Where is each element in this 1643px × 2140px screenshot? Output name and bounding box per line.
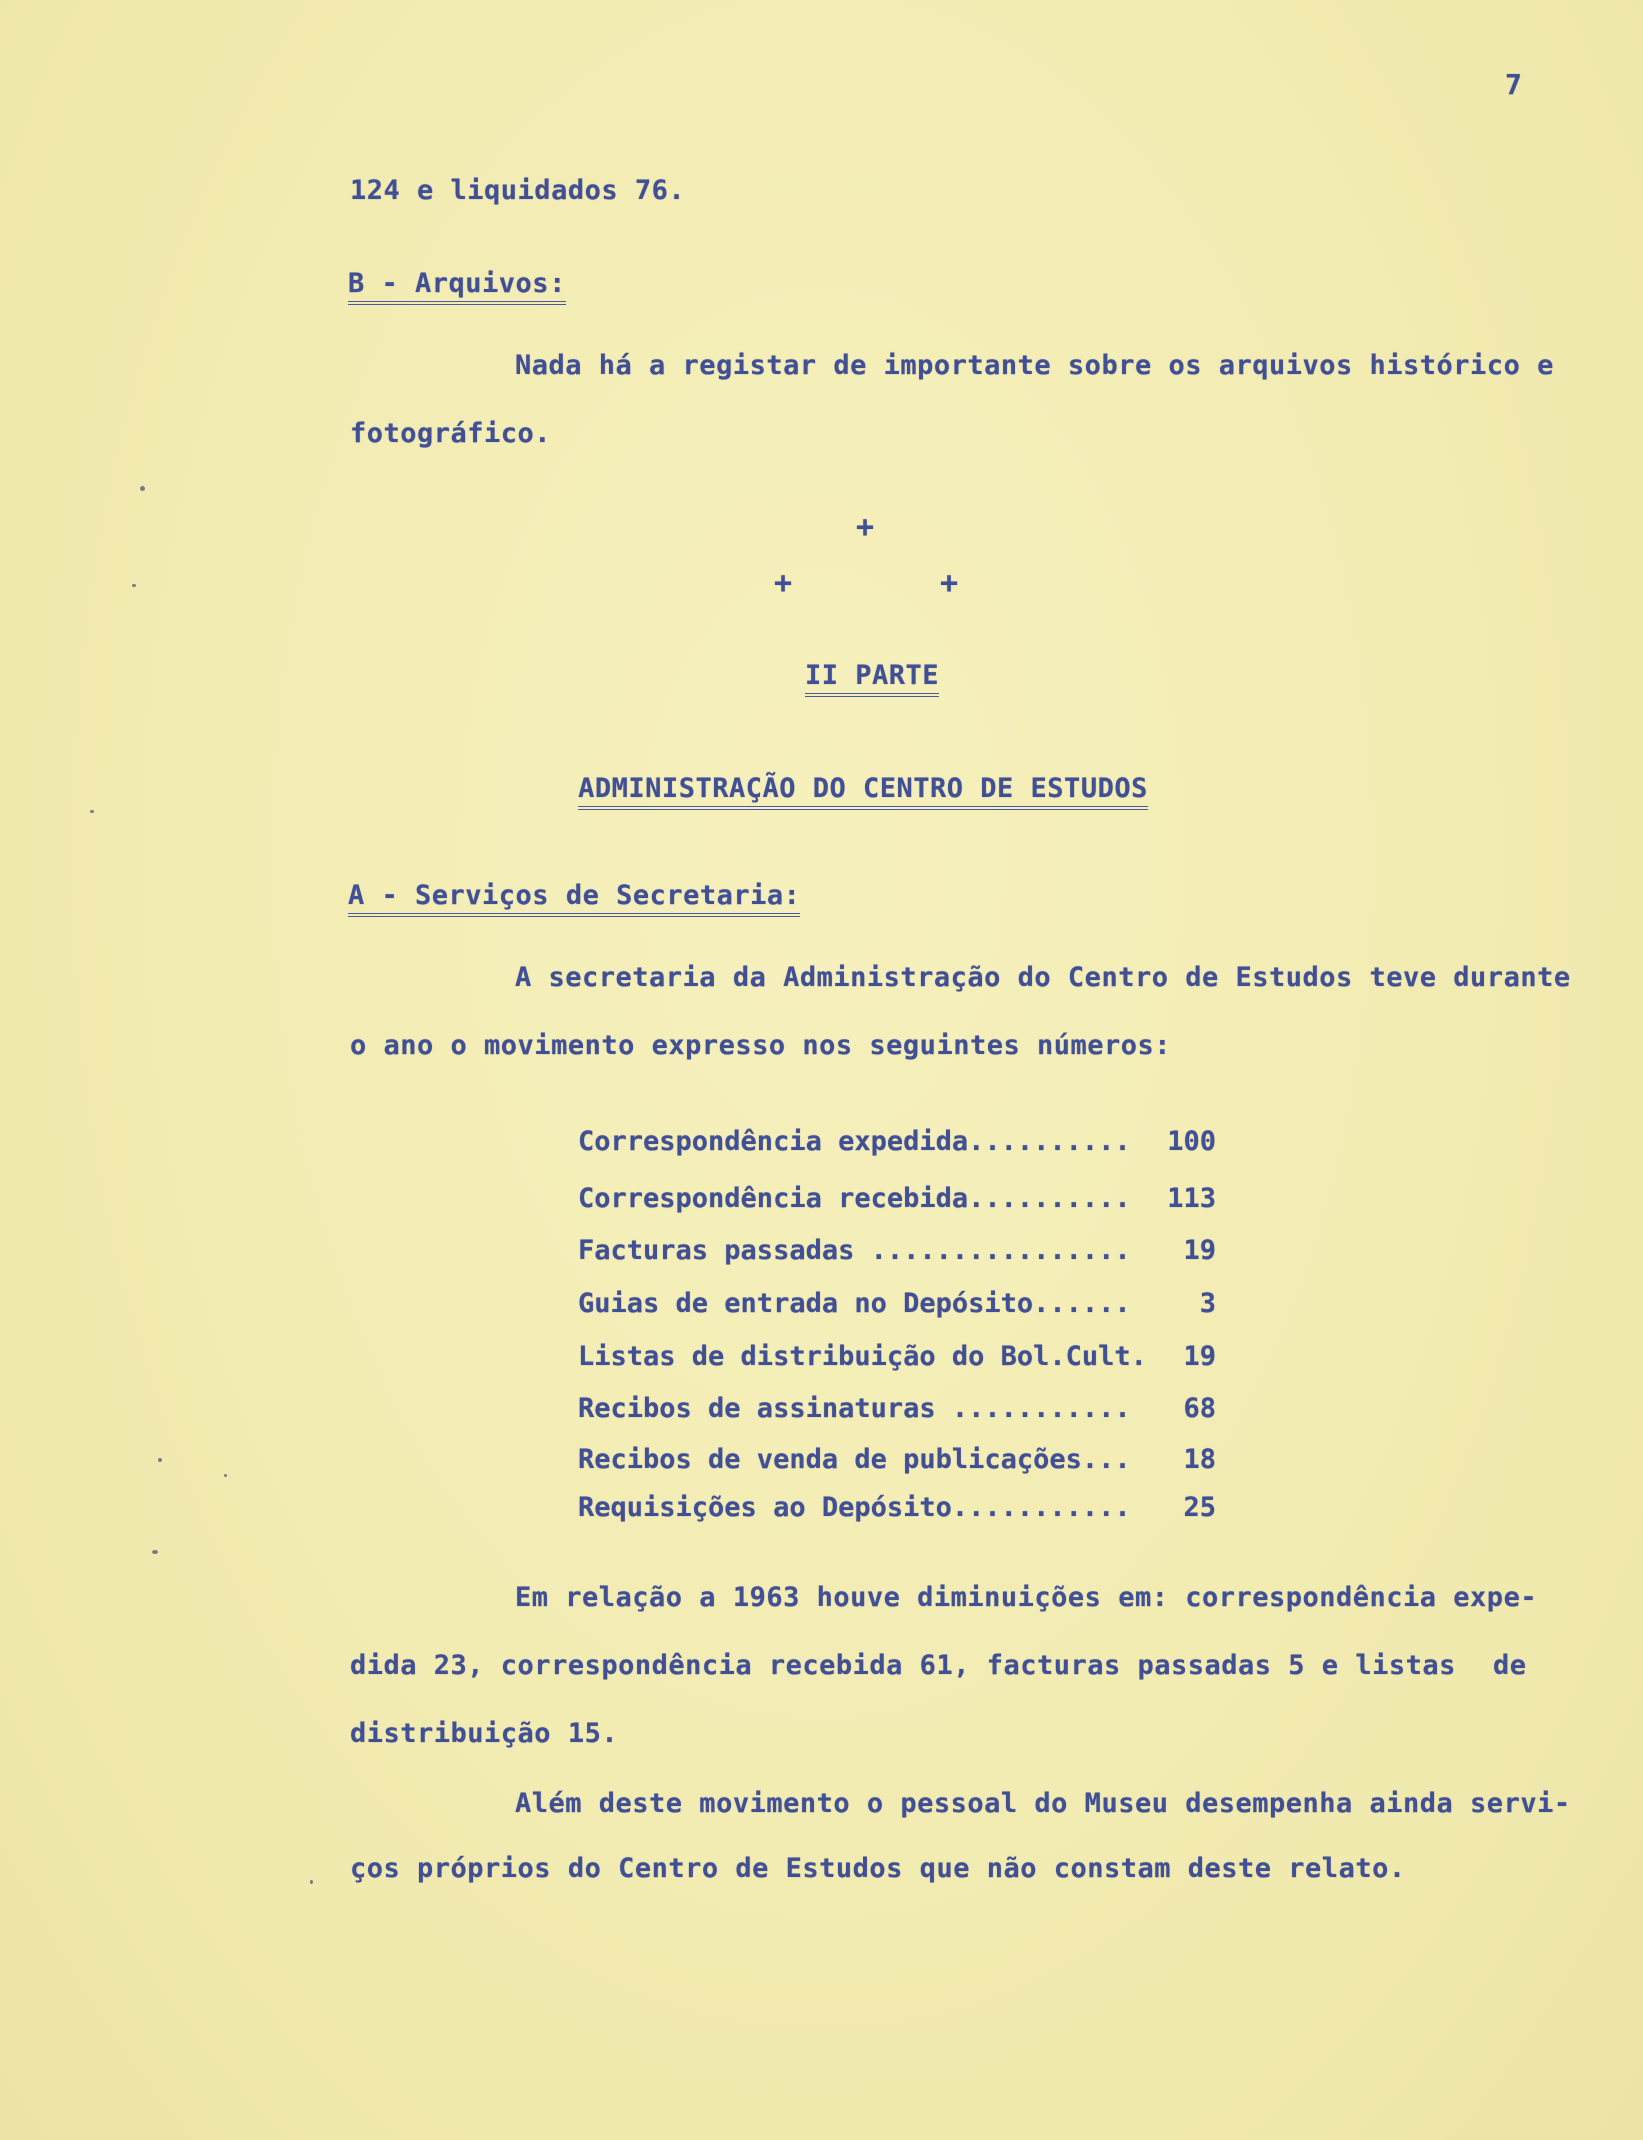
page-number: 7 — [1505, 68, 1523, 101]
secretariat-intro-line-1: A secretaria da Administração do Centro de Estudos teve durante — [515, 962, 1571, 993]
archives-heading: B - Arquivos: — [348, 268, 566, 305]
row-value: 25 — [1183, 1492, 1216, 1523]
ornament-cross-left: + — [774, 566, 793, 601]
comparison-line-3: distribuição 15. — [350, 1718, 619, 1749]
table-row — [578, 1492, 1216, 1530]
table-row — [578, 1393, 1216, 1431]
row-label: Recibos de venda de publicações... — [578, 1444, 1131, 1475]
comparison-line-1: Em relação a 1963 houve diminuições em: correspondência expe- — [515, 1582, 1538, 1613]
row-label: Correspondência recebida.......... — [578, 1183, 1131, 1214]
closing-line-1: Além deste movimento o pessoal do Museu desempenha ainda servi- — [515, 1788, 1571, 1819]
row-value: 3 — [1199, 1288, 1216, 1319]
row-value: 18 — [1183, 1444, 1216, 1475]
row-value: 19 — [1183, 1341, 1216, 1372]
table-row — [578, 1341, 1216, 1379]
archives-paragraph-line-2: fotográfico. — [350, 418, 552, 449]
row-label: Guias de entrada no Depósito...... — [578, 1288, 1131, 1319]
comparison-line-2: dida 23, correspondência recebida 61, facturas passadas 5 e listas — [350, 1650, 1456, 1681]
archives-paragraph-line-1: Nada há a registar de importante sobre os arquivos histórico e — [515, 350, 1554, 381]
section-heading: ADMINISTRAÇÃO DO CENTRO DE ESTUDOS — [578, 773, 1148, 810]
paper-speck — [90, 810, 94, 813]
paper-speck — [132, 584, 136, 587]
ornament-cross-right: + — [940, 566, 959, 601]
table-row — [578, 1288, 1216, 1326]
table-row — [578, 1126, 1216, 1164]
table-row — [578, 1444, 1216, 1482]
secretariat-intro-line-2: o ano o movimento expresso nos seguintes números: — [350, 1030, 1172, 1061]
paper-speck — [224, 1474, 227, 1477]
row-label: Correspondência expedida.......... — [578, 1126, 1131, 1157]
row-value: 68 — [1183, 1393, 1216, 1424]
comparison-line-2-end: de — [1493, 1650, 1527, 1681]
paper-speck — [152, 1550, 158, 1554]
closing-line-2: ços próprios do Centro de Estudos que não constam deste relato. — [350, 1853, 1406, 1884]
row-label: Recibos de assinaturas ........... — [578, 1393, 1131, 1424]
row-value: 113 — [1167, 1183, 1216, 1214]
row-value: 100 — [1167, 1126, 1216, 1157]
ornament-cross-top: + — [856, 510, 875, 545]
table-row — [578, 1235, 1216, 1273]
paper-speck — [140, 486, 145, 491]
row-value: 19 — [1183, 1235, 1216, 1266]
continuation-line: 124 e liquidados 76. — [350, 175, 686, 206]
paper-speck — [310, 1880, 313, 1884]
row-label: Facturas passadas ................ — [578, 1235, 1131, 1266]
table-row — [578, 1183, 1216, 1221]
secretariat-heading: A - Serviços de Secretaria: — [348, 880, 800, 917]
paper-speck — [158, 1458, 162, 1462]
row-label: Requisições ao Depósito........... — [578, 1492, 1131, 1523]
row-label: Listas de distribuição do Bol.Cult. — [578, 1341, 1147, 1372]
part-heading: II PARTE — [805, 660, 939, 697]
